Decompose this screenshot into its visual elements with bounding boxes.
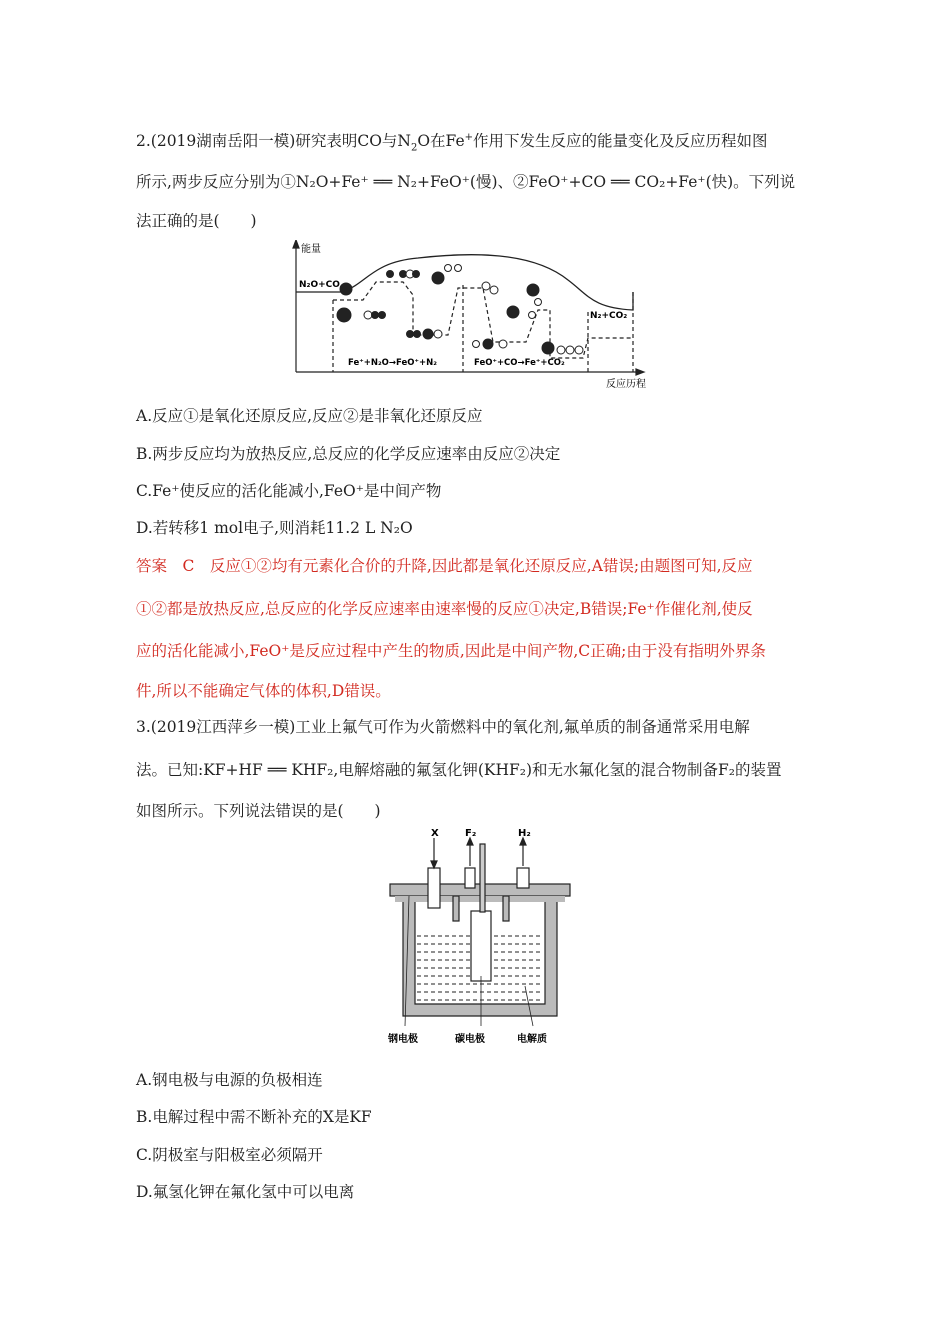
q3-option-d: D.氟氢化钾在氟化氢中可以电离 <box>136 1183 355 1201</box>
q2-answer-line2: ①②都是放热反应,总反应的化学反应速率由速率慢的反应①决定,B错误;Fe⁺作催化剂,使反 <box>136 600 753 618</box>
q3-option-b: B.电解过程中需不断补充的X是KF <box>136 1108 372 1126</box>
electrolysis-apparatus <box>385 826 575 1051</box>
q2-answer-line3: 应的活化能减小,FeO⁺是反应过程中产生的物质,因此是中间产物,C正确;由于没有指明外界条 <box>136 642 766 660</box>
q2-option-a: A.反应①是氧化还原反应,反应②是非氧化还原反应 <box>136 407 483 425</box>
q2-option-b: B.两步反应均为放热反应,总反应的化学反应速率由反应②决定 <box>136 445 561 463</box>
step1-label: Fe⁺+N₂O→FeO⁺+N₂ <box>348 358 437 368</box>
label-x: X <box>431 828 439 839</box>
q2-line3: 法正确的是( ) <box>136 212 257 230</box>
energy-diagram <box>288 240 663 392</box>
q3-line3: 如图所示。下列说法错误的是( ) <box>136 802 381 820</box>
q2-answer-line4: 件,所以不能确定气体的体积,D错误。 <box>136 682 391 700</box>
q3-option-c: C.阴极室与阳极室必须隔开 <box>136 1146 323 1164</box>
q3-line2: 法。已知:KF+HF ══ KHF₂,电解熔融的氟氢化钾(KHF₂)和无水氟化氢的混合物制备F₂的装置 <box>136 761 782 779</box>
q2-option-c: C.Fe⁺使反应的活化能减小,FeO⁺是中间产物 <box>136 482 442 500</box>
q2-line2: 所示,两步反应分别为①N₂O+Fe⁺ ══ N₂+FeO⁺(慢)、②FeO⁺+CO ══ CO₂+Fe⁺(快)。下列说 <box>136 173 796 191</box>
x-axis-label: 反应历程 <box>606 379 646 390</box>
q3-option-a: A.钢电极与电源的负极相连 <box>136 1071 323 1089</box>
step2-label: FeO⁺+CO→Fe⁺+CO₂ <box>474 358 565 368</box>
energy-curve <box>296 255 633 310</box>
label-f2: F₂ <box>465 828 477 839</box>
label-electrolyte: 电解质 <box>517 1034 547 1045</box>
end-label: N₂+CO₂ <box>590 311 628 321</box>
q2-answer-line1: 答案 C 反应①②均有元素化合价的升降,因此都是氧化还原反应,A错误;由题图可知,反应 <box>136 557 753 575</box>
y-axis-label: 能量 <box>301 244 321 255</box>
carbon-electrode <box>471 911 491 981</box>
q3-line1: 3.(2019江西萍乡一模)工业上氟气可作为火箭燃料中的氧化剂,氟单质的制备通常采用电解 <box>136 718 750 736</box>
q2-line1: 2.(2019湖南岳阳一模)研究表明CO与$N_2O$在Fe+作用下发生反应的能量变化及反应历程如图 <box>136 132 768 154</box>
q2-option-d: D.若转移1 mol电子,则消耗11.2 L N₂O <box>136 519 413 537</box>
label-steel-electrode: 钢电极 <box>388 1034 418 1045</box>
start-label: N₂O+CO <box>299 280 340 290</box>
label-h2: H₂ <box>518 828 531 839</box>
label-carbon-electrode: 碳电极 <box>455 1034 485 1045</box>
